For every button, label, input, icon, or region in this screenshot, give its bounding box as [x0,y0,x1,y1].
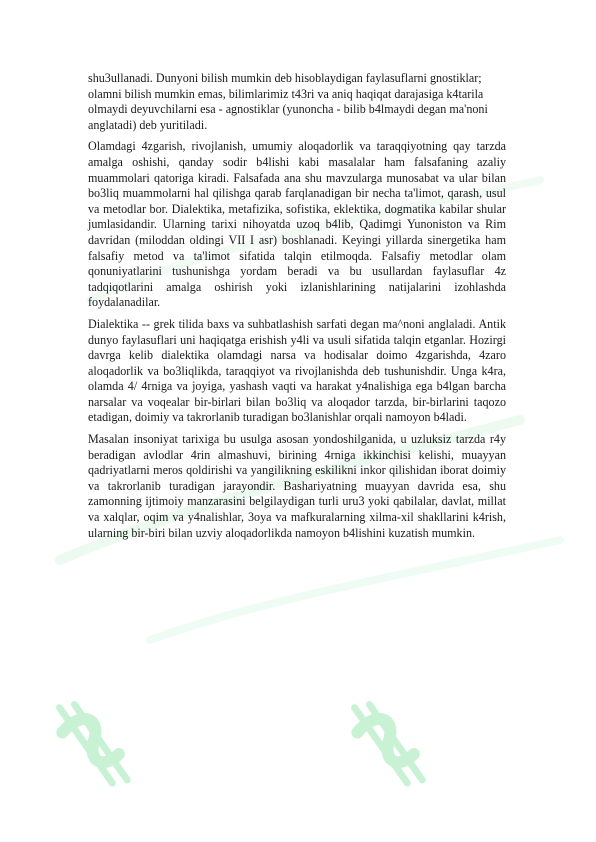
body-text [88,71,506,547]
paragraph-2: Olamdagi 4zgarish, rivojlanish, umumiy aloqadorlik va taraqqiyotning qay tarzda amalga oshishi, qanday sodir b4lishi kabi masalalar ham falsafaning azaliy muammolari qatoriga kiradi. Falsafada ana shu mavzularga munosabat va ular bilan bo3liq muammolarni hal qilishga qarab farqlanadigan bir necha ta'limot, qarash, usul va metodlar bor. Dialektika, metafizika, sofistika, eklektika, dogmatika kabilar shular jumlasidandir. Ularning tarixi nihoyatda uzoq b4lib, Qadimgi Yunoniston va Rim davridan (miloddan oldingi VII I asr) boshlanadi. Keyingi yillarda sinergetika ham falsafiy metod va ta'limot sifatida talqin etilmoqda. Falsafiy metodlar olam qonuniyatlarini tushunishga yordam beradi va bu usullardan faylasuflar 4z tadqiqotlarini amalga oshirish yoki izlanishlarining natijalarini izohlashda foydalanadilar. [88,139,506,310]
paragraph-4: Masalan insoniyat tarixiga bu usulga asosan yondoshilganida, u uzluksiz tarzda r4y beradigan avlodlar 4rin almashuvi, birining 4rniga ikkinchisi kelishi, muayyan qadriyatlarni meros qoldirishi va yangilikning eskilikni inkor qilishidan iborat doimiy va takrorlanib turadigan jarayondir. Bashariyatning muayyan davrida esa, shu zamonning ijtimoiy manzarasini belgilaydigan turli uru3 yoki qabilalar, davlat, millat va xalqlar, oqim va y4nalishlar, 3oya va mafkuralarning xilma-xil shakllarini k4rish, ularning bir-biri bilan uzviy aloqadorlikda namoyon b4lishini kuzatish mumkin. [88,432,506,540]
paragraph-3: Dialektika -- grek tilida baxs va suhbatlashish sarfati degan ma^noni anglaladi. Antik dunyo faylasuflari uni haqiqatga erishish y4li va usuli sifatida talqin etganlar. Hozirgi davrga kelib dialektika olamdagi narsa va hodisalar doimo 4zgarishda, 4zaro aloqadorlik va bo3liqlikda, taraqqiyot va rivojlanishda deb tushunishdir. Unga k4ra, olamda 4/ 4rniga va joyiga, yashash vaqti va harakat y4nalishiga ega b4lgan barcha narsalar va voqealar bir-birlari bilan bo3liq va aloqador tarzda, bir-birlarini taqozo etadigan, doimiy va takrorlanib turadigan bo3lanishlar orqali namoyon b4ladi. [88,316,506,425]
watermark-logo-icon [50,695,134,795]
watermark-logo-icon [345,695,429,795]
paragraph-1: shu3ullanadi. Dunyoni bilish mumkin deb hisoblaydigan faylasuflarni gnostiklar; olamni bilish mumkin emas, bilimlarimiz t43ri va aniq haqiqat darajasiga k4tarila olmaydi deyuvchilarni esa - agnostiklar (yunoncha - bilib b4lmaydi degan ma'noni anglatadi) deb yuritiladi. [88,71,488,132]
